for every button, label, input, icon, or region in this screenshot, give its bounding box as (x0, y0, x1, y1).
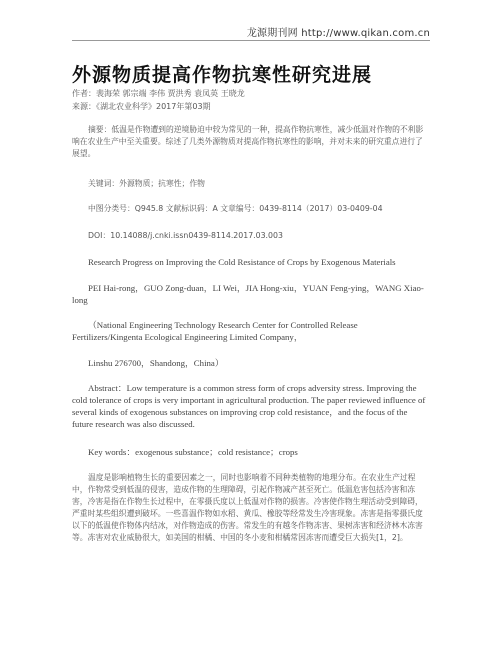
location-en: Linshu 276700，Shandong，China） (88, 358, 224, 368)
doi-text: DOI：10.14088/j.cnki.issn0439-8114.2017.03.003 (88, 231, 283, 240)
keywords-en: Key words：exogenous substance；cold resistance；crops (88, 447, 298, 457)
article-authors: 作者：裴海荣 郭宗端 李伟 贾洪秀 袁凤英 王晓龙 (72, 89, 245, 98)
body-paragraph: 温度是影响植物生长的重要因素之一，同时也影响着不同种类植物的地理分布。在农业生产过程中，作物常受到低温的侵害，造成作物的生理障碍，引起作物减产甚至死亡。低温危害包括冷害和冻害，冷害是指在作物生长过程中，在零摄氏度以上低温对作物的损害。冷害使作物生理活动受到障碍，严重时某些组织遭到破坏。一些喜温作物如水稻、黄瓜、橡胶等经常发生冷害现象。冻害是指零摄氏度以下的低温使作物体内结冰，对作物造成的伤害。常发生的有越冬作物冻害、果树冻害和经济林木冻害等。冻害对农业威胁很大，如美国的柑橘、中国的冬小麦和柑橘常因冻害而遭受巨大损失[1，2]。 (72, 473, 423, 542)
abstract-cn: 摘要：低温是作物遭到的逆境胁迫中较为常见的一种，提高作物抗寒性，减少低温对作物的不利影响在农业生产中至关重要。综述了几类外源物质对提高作物抗寒性的影响，并对未来的研究重点进行了展望。 (72, 125, 424, 158)
header-divider (72, 40, 430, 41)
authors-en: PEI Hai-rong，GUO Zong-duan，LI Wei，JIA Hong-xiu，YUAN Feng-ying，WANG Xiao-long (72, 283, 424, 305)
article-title: 外源物质提高作物抗寒性研究进展 (72, 64, 373, 86)
classification-info: 中图分类号：Q945.8 文献标识码：A 文章编号：0439-8114（2017）03-0409-04 (88, 204, 383, 213)
keywords-cn: 关键词：外源物质；抗寒性；作物 (88, 179, 205, 188)
title-en: Research Progress on Improving the Cold Resistance of Crops by Exogenous Materials (88, 257, 396, 267)
article-source: 来源：《湖北农业科学》2017年第03期 (72, 102, 211, 111)
affiliation-en: （National Engineering Technology Research Center for Controlled Release Fertilizers/Kingenta Ecological Engineering Limited Company， (72, 320, 358, 342)
abstract-en: Abstract：Low temperature is a common stress form of crops adversity stress. Improving the cold tolerance of crops is very important in agricultural production. The paper reviewed influence of several kinds of exogenous substances on improving crop cold resistance，and the focus of the future research was also discussed. (72, 383, 426, 429)
site-header[interactable]: 龙源期刊网 http://www.qikan.com.cn (246, 28, 430, 39)
